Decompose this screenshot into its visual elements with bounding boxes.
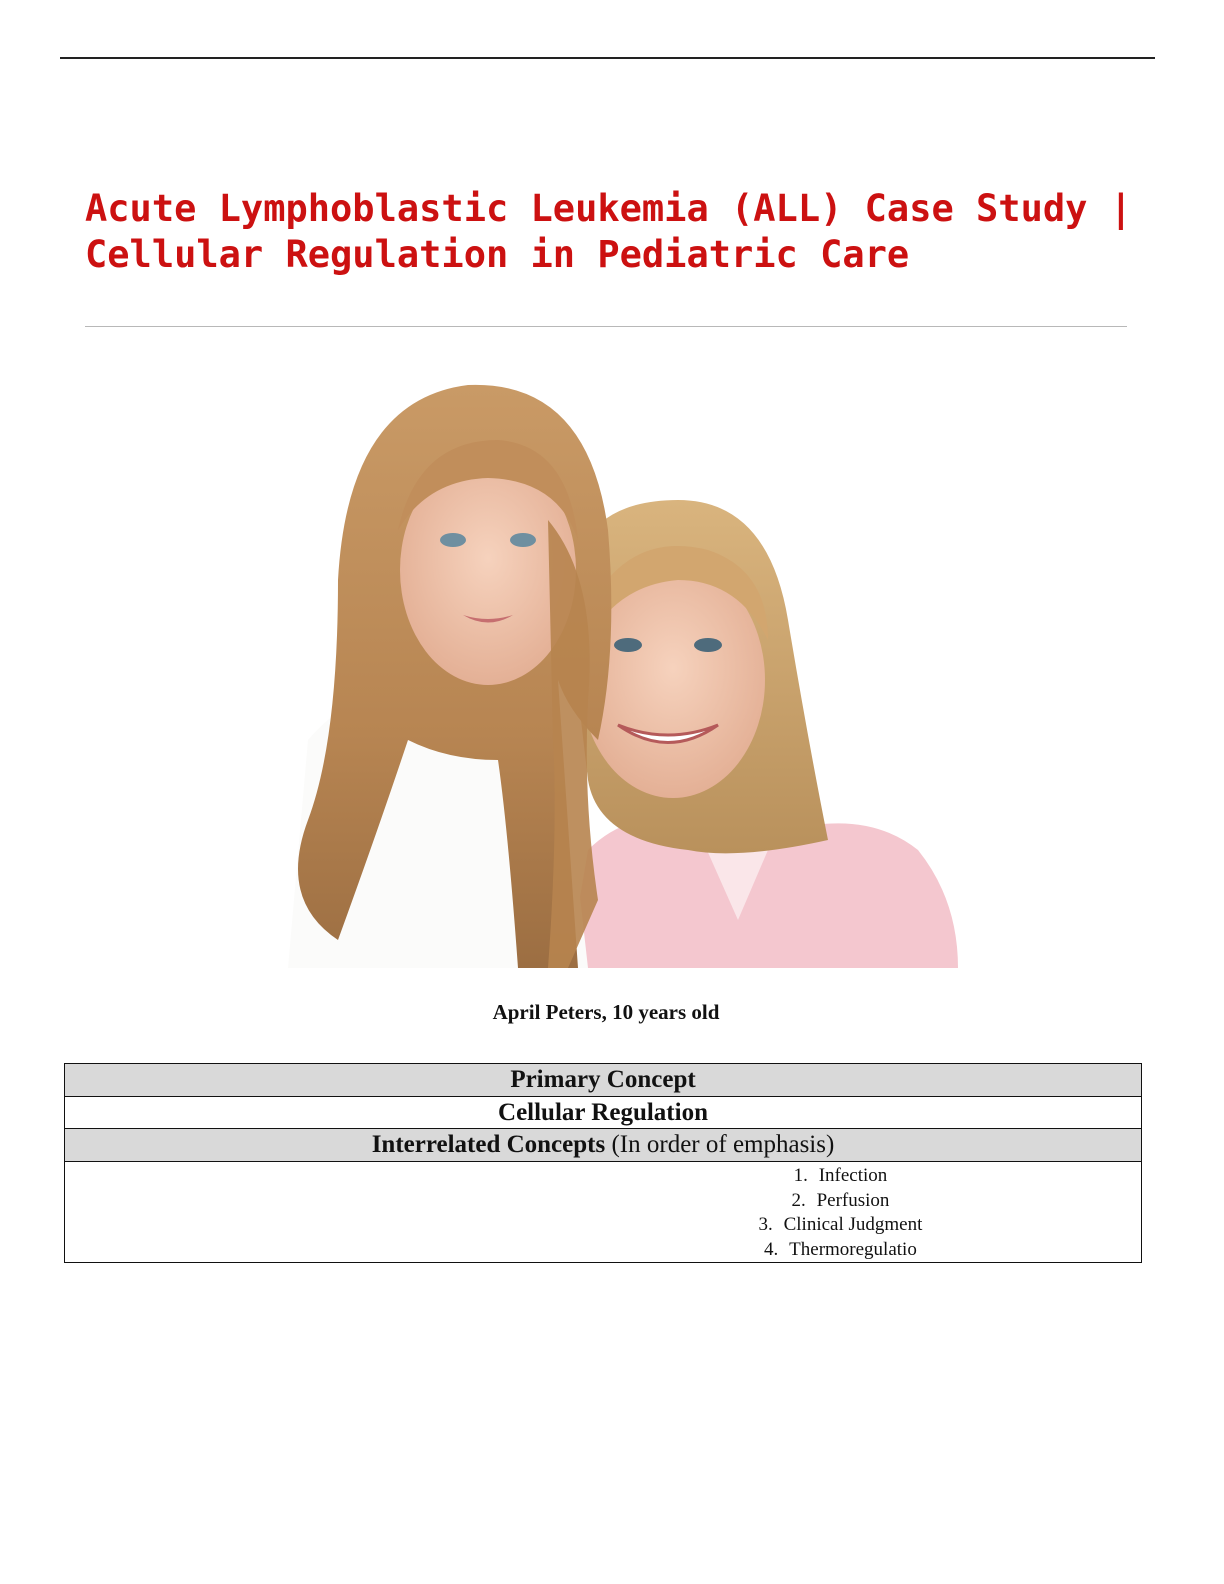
list-item xyxy=(529,1213,1141,1238)
mother-daughter-photo xyxy=(268,380,958,968)
list-item-number: 4. xyxy=(764,1238,779,1260)
primary-concept-header: Primary Concept xyxy=(65,1064,1142,1097)
list-item xyxy=(529,1164,1141,1189)
top-divider xyxy=(60,57,1155,59)
interrelated-concepts-header-row xyxy=(65,1129,1142,1162)
list-item-label: Perfusion xyxy=(816,1189,890,1211)
list-item-label: Thermoregulatio xyxy=(789,1238,917,1260)
list-item-label: Infection xyxy=(818,1165,888,1186)
list-item xyxy=(529,1189,1141,1214)
interrelated-concepts-list-row xyxy=(65,1162,1142,1263)
primary-concept-header-row xyxy=(65,1064,1142,1097)
photo-caption: April Peters, 10 years old xyxy=(492,1000,720,1024)
document-title xyxy=(85,186,1195,278)
list-item-number: 3. xyxy=(758,1214,773,1235)
title-divider xyxy=(85,326,1127,327)
primary-concept-value: Cellular Regulation xyxy=(65,1097,1142,1129)
interrelated-concepts-header xyxy=(65,1129,1142,1162)
title-line-2: Cellular Regulation in Pediatric Care xyxy=(85,233,910,276)
list-item-label: Clinical Judgment xyxy=(783,1214,923,1235)
list-item xyxy=(529,1238,1141,1263)
concepts-table xyxy=(64,1063,1142,1263)
list-item-number: 1. xyxy=(793,1165,808,1186)
interrelated-concepts-list xyxy=(65,1162,1141,1262)
interrelated-concepts-label: Interrelated Concepts xyxy=(371,1131,606,1158)
interrelated-concepts-cell xyxy=(65,1162,1142,1263)
title-line-1: Acute Lymphoblastic Leukemia (ALL) Case Study | xyxy=(85,187,1132,230)
list-item-number: 2. xyxy=(791,1189,806,1211)
interrelated-concepts-note: (In order of emphasis) xyxy=(611,1131,835,1158)
primary-concept-row xyxy=(65,1097,1142,1129)
